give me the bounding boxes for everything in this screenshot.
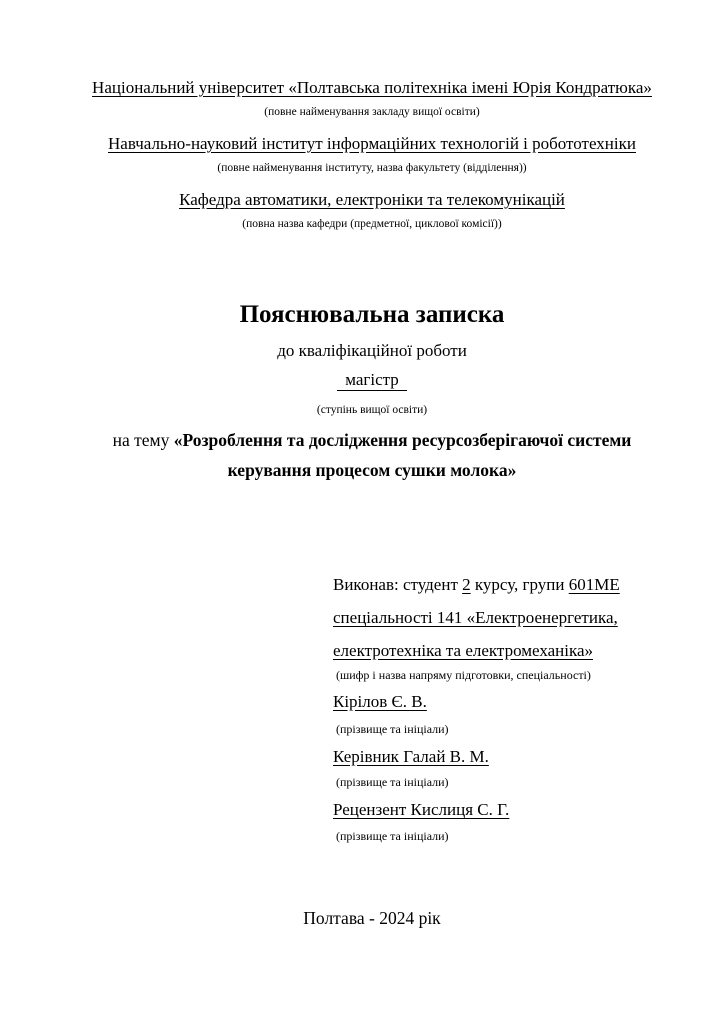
document-title: Пояснювальна записка — [239, 301, 505, 328]
supervisor-name: Керівник Галай В. М. — [333, 747, 489, 766]
university-name: Національний університет «Полтавська політехніка імені Юрія Кондратюка» — [92, 78, 652, 97]
footer-block — [70, 908, 674, 928]
reviewer-name: Рецензент Кислиця С. Г. — [333, 800, 510, 819]
thesis-theme — [70, 425, 674, 485]
student-name-caption: (прізвище та ініціали) — [336, 722, 449, 736]
reviewer-caption: (прізвище та ініціали) — [336, 829, 449, 843]
course-number: 2 — [462, 575, 471, 594]
performed-by-line — [333, 575, 683, 595]
degree-value: магістр — [337, 370, 407, 391]
course-suffix: курсу, групи — [470, 575, 569, 594]
theme-title-line1: «Розроблення та дослідження ресурсозберігаючої системи — [173, 430, 632, 450]
university-caption: (повне найменування закладу вищої освіти) — [264, 106, 480, 118]
group-number: 601МЕ — [568, 575, 620, 594]
institute-name: Навчально-науковий інститут інформаційних технологій і робототехніки — [108, 134, 636, 153]
institution-header — [70, 78, 674, 246]
specialty-line-2: електротехніка та електромеханіка» — [333, 641, 594, 660]
performed-prefix: Виконав: студент — [333, 575, 463, 594]
specialty-caption: (шифр і назва напряму підготовки, спеціальності) — [336, 668, 591, 682]
specialty-line-1: спеціальності 141 «Електроенергетика, — [333, 608, 618, 627]
title-block — [70, 300, 674, 485]
supervisor-caption: (прізвище та ініціали) — [336, 775, 449, 789]
theme-title-line2: керування процесом сушки молока» — [227, 460, 517, 480]
institute-caption: (повне найменування інституту, назва факультету (відділення)) — [217, 162, 527, 174]
degree-caption: (ступінь вищої освіти) — [316, 404, 428, 416]
department-caption: (повна назва кафедри (предметної, циклової комісії)) — [242, 218, 502, 230]
city-year: Полтава - 2024 рік — [303, 908, 441, 928]
student-name: Кірілов Є. В. — [333, 692, 427, 711]
author-block — [333, 575, 683, 843]
theme-prefix: на тему — [112, 430, 174, 450]
degree-line — [70, 370, 674, 391]
department-name: Кафедра автоматики, електроніки та телекомунікацій — [179, 190, 565, 209]
document-subtitle: до кваліфікаційної роботи — [277, 341, 467, 360]
